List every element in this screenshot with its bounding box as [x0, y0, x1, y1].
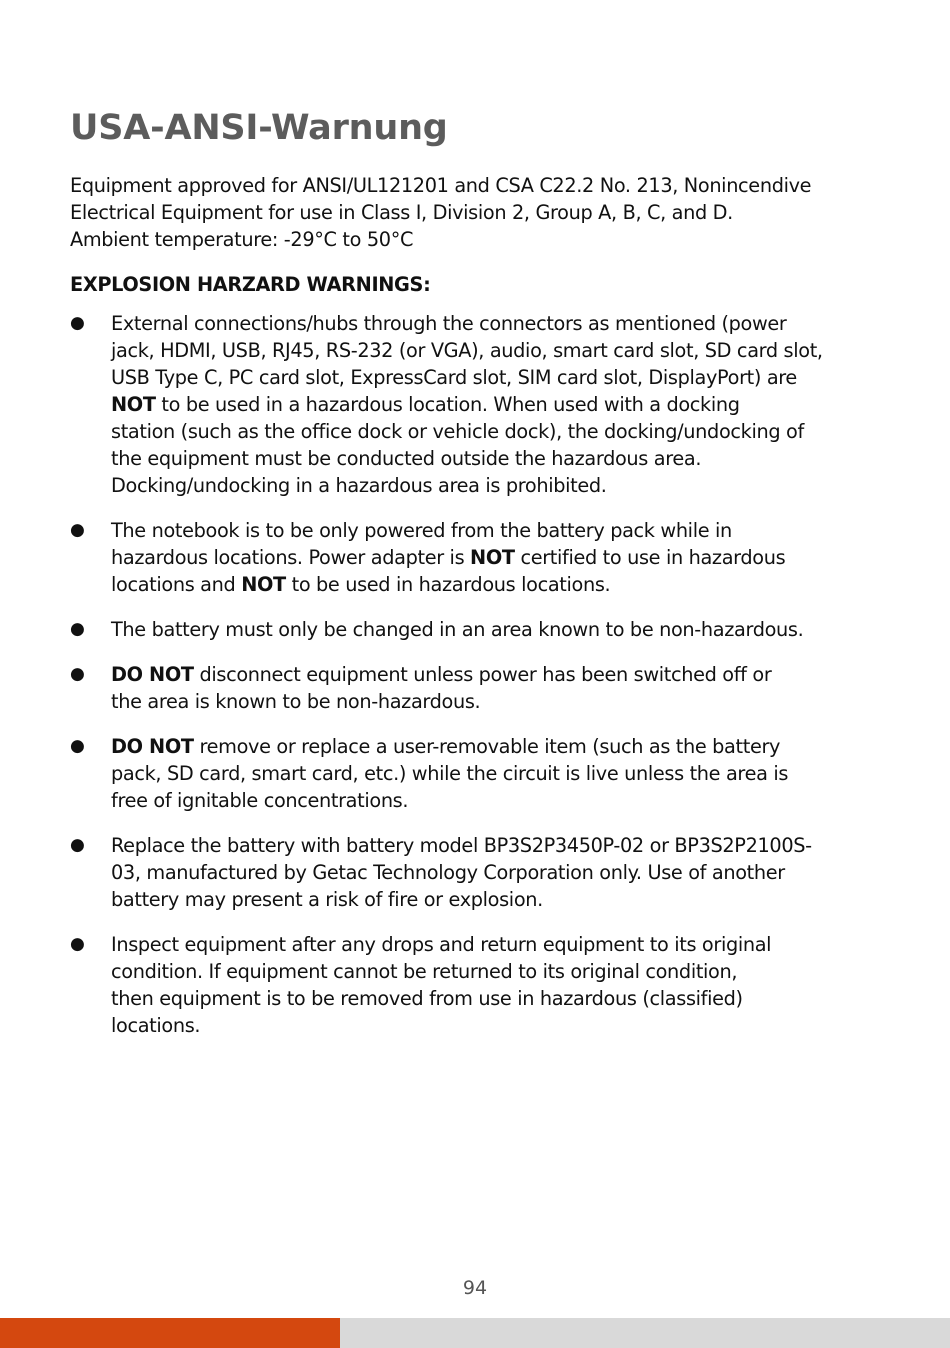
page-title: USA-ANSI-Warnung	[70, 108, 448, 148]
warning-text: disconnect equipment unless power has been switched off or	[193, 663, 772, 686]
emphasis-text: NOT	[470, 546, 515, 569]
warning-line: USB Type C, PC card slot, ExpressCard slot, SIM card slot, DisplayPort) are	[111, 366, 797, 389]
warning-line: Replace the battery with battery model BP3S2P3450P-02 or BP3S2P2100S-	[111, 834, 812, 857]
warning-text: certified to use in hazardous	[514, 546, 786, 569]
warning-line	[111, 571, 910, 598]
emphasis-text: DO NOT	[111, 735, 194, 758]
warning-line: External connections/hubs through the connectors as mentioned (power	[111, 312, 787, 335]
warning-item	[0, 310, 950, 499]
warning-text: to be used in hazardous locations.	[285, 573, 611, 596]
warning-line: The battery must only be changed in an area known to be non-hazardous.	[111, 618, 804, 641]
warning-text: locations and	[111, 573, 242, 596]
warning-item	[0, 832, 950, 913]
footer-bar	[0, 1318, 950, 1348]
page-number: 94	[462, 1277, 488, 1299]
warning-line: pack, SD card, smart card, etc.) while the circuit is live unless the area is	[111, 762, 789, 785]
warning-line: 03, manufactured by Getac Technology Corporation only. Use of another	[111, 861, 785, 884]
warning-line	[111, 544, 910, 571]
warning-line: Docking/undocking in a hazardous area is prohibited.	[111, 474, 607, 497]
warning-text: remove or replace a user-removable item (such as the battery	[193, 735, 781, 758]
warning-line	[111, 391, 910, 418]
warning-item	[0, 517, 950, 598]
warning-list	[0, 310, 950, 1057]
warning-item	[0, 616, 950, 643]
bullet-icon: ●	[70, 520, 85, 540]
emphasis-text: NOT	[241, 573, 286, 596]
intro-line: Equipment approved for ANSI/UL121201 and CSA C22.2 No. 213, Nonincendive	[70, 174, 812, 197]
bullet-icon: ●	[70, 736, 85, 756]
warning-line: station (such as the office dock or vehicle dock), the docking/undocking of	[111, 420, 804, 443]
warning-item	[0, 661, 950, 715]
bullet-icon: ●	[70, 619, 85, 639]
warning-item	[0, 733, 950, 814]
bullet-icon: ●	[70, 313, 85, 333]
bullet-icon: ●	[70, 664, 85, 684]
warning-text: hazardous locations. Power adapter is	[111, 546, 471, 569]
warning-line: The notebook is to be only powered from the battery pack while in	[111, 519, 732, 542]
intro-line: Electrical Equipment for use in Class I, Division 2, Group A, B, C, and D.	[70, 201, 733, 224]
warning-line	[111, 733, 910, 760]
bullet-icon: ●	[70, 835, 85, 855]
emphasis-text: DO NOT	[111, 663, 194, 686]
warning-line: condition. If equipment cannot be returned to its original condition,	[111, 960, 738, 983]
warning-item	[0, 931, 950, 1039]
warning-line: Inspect equipment after any drops and return equipment to its original	[111, 933, 772, 956]
warning-line: battery may present a risk of fire or explosion.	[111, 888, 543, 911]
warning-text: to be used in a hazardous location. When used with a docking	[155, 393, 740, 416]
warning-line: then equipment is to be removed from use in hazardous (classified)	[111, 987, 743, 1010]
section-heading: EXPLOSION HARZARD WARNINGS:	[70, 273, 431, 296]
warning-line	[111, 661, 910, 688]
warning-line: the area is known to be non-hazardous.	[111, 690, 481, 713]
intro-line: Ambient temperature: -29°C to 50°C	[70, 228, 414, 251]
bullet-icon: ●	[70, 934, 85, 954]
emphasis-text: NOT	[111, 393, 156, 416]
warning-line: locations.	[111, 1014, 201, 1037]
warning-line: jack, HDMI, USB, RJ45, RS-232 (or VGA), audio, smart card slot, SD card slot,	[111, 339, 823, 362]
warning-line: free of ignitable concentrations.	[111, 789, 409, 812]
intro-paragraph	[70, 172, 900, 253]
footer-accent-bar	[0, 1318, 340, 1348]
warning-line: the equipment must be conducted outside the hazardous area.	[111, 447, 702, 470]
